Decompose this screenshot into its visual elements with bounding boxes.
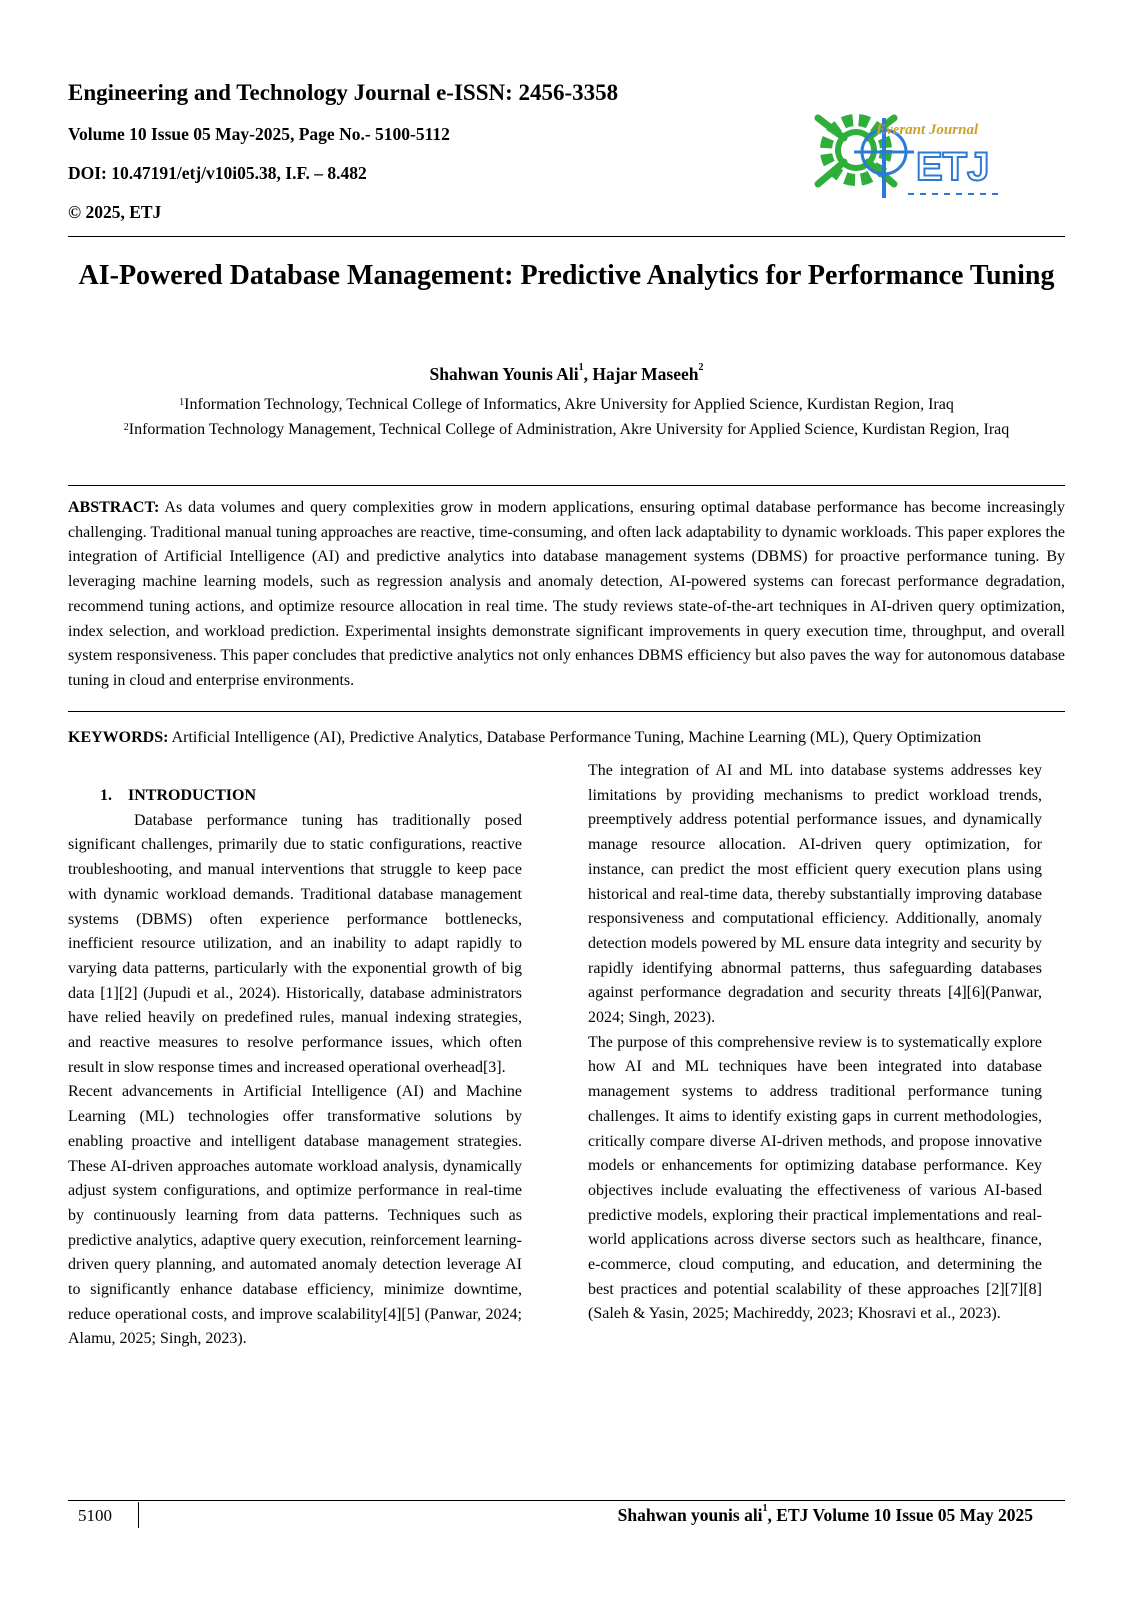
section-heading-introduction: 1. INTRODUCTION (100, 787, 257, 804)
keywords-label: KEYWORDS: (68, 729, 169, 746)
author-2: Hajar Maseeh (592, 364, 699, 384)
journal-page (68, 0, 1065, 1600)
affiliation-1-text: Information Technology, Technical College of Informatics, Akre University for Applied Science, Kurdistan Region, Iraq (184, 396, 954, 413)
etj-logo (798, 98, 1018, 208)
footer-divider (138, 1502, 139, 1528)
affiliation-1-sup: 1 (179, 397, 185, 408)
page-number: 5100 (78, 1506, 112, 1525)
intro-paragraph-4: The purpose of this comprehensive review is to systematically explore how AI and ML techniques have been integrated into database management systems to address traditional performance tuning challenges. It aims to identify existing gaps in current methodologies, critically compare diverse AI-driven methods, and propose innovative models or enhancements for optimizing database performance. Key objectives include evaluating the effectiveness of various AI-based predictive models, exploring their practical implementations and real-world applications across diverse sectors such as healthcare, finance, e-commerce, cloud computing, and education, and determining the best practices and potential scalability of these approaches [2][7][8](Saleh & Yasin, 2025; Machireddy, 2023; Khosravi et al., 2023). (588, 1033, 1042, 1323)
intro-paragraph-1: Database performance tuning has traditionally posed significant challenges, primarily due to static configurations, reactive troubleshooting, and manual interventions that struggle to keep pace with dynamic workload demands. Traditional database management systems (DBMS) often experience performance bottlenecks, inefficient resource utilization, and an inability to adapt rapidly to varying data patterns, particularly with the exponential growth of big data [1][2] (Jupudi et al., 2024). Historically, database administrators have relied heavily on predefined rules, manual indexing strategies, and reactive measures to resolve performance issues, which often result in slow response times and increased operational overhead[3]. (68, 811, 522, 1076)
doi-line: DOI: 10.47191/etj/v10i05.38, I.F. – 8.482 (68, 163, 367, 183)
running-footer-rest: , ETJ Volume 10 Issue 05 May 2025 (767, 1505, 1033, 1525)
logo-main-text: ETJ (916, 145, 990, 189)
logo-top-text: Everant Journal (876, 122, 979, 138)
author-2-sup: 2 (698, 362, 704, 373)
intro-paragraph-3: The integration of AI and ML into database systems addresses key limitations by providing mechanisms to predict workload trends, preemptively address potential performance issues, and dynamically manage resource allocation. AI-driven query optimization, for instance, can predict the most efficient query execution plans using historical and real-time data, thereby substantially improving database responsiveness and computational efficiency. Additionally, anomaly detection models powered by ML ensure data integrity and security by rapidly identifying abnormal patterns, thus safeguarding databases against performance degradation and security threats [4][6](Panwar, 2024; Singh, 2023). (588, 762, 1042, 1027)
author-separator: , (583, 364, 593, 384)
abstract-top-rule (68, 485, 1065, 486)
keywords-text: Artificial Intelligence (AI), Predictive Analytics, Database Performance Tuning, Machine Learning (ML), Query Optimization (168, 729, 982, 746)
affiliation-2 (68, 417, 1065, 442)
running-footer-author: Shahwan younis ali (617, 1505, 763, 1525)
footer-rule (68, 1500, 1065, 1501)
header-rule (68, 236, 1065, 237)
affiliation-1 (68, 392, 1065, 417)
journal-title: Engineering and Technology Journal e-ISSN: 2456-3358 (68, 80, 619, 105)
keywords (68, 726, 1065, 751)
paper-title: AI-Powered Database Management: Predictive Analytics for Performance Tuning (78, 260, 1055, 291)
left-column (68, 784, 522, 1352)
volume-line: Volume 10 Issue 05 May-2025, Page No.- 5100-5112 (68, 124, 450, 144)
abstract-text: As data volumes and query complexities grow in modern applications, ensuring optimal database performance has become increasingly challenging. Traditional manual tuning approaches are reactive, time-consuming, and often lack adaptability to dynamic workloads. This paper explores the integration of Artificial Intelligence (AI) and predictive analytics into database management systems (DBMS) for proactive performance tuning. By leveraging machine learning models, such as regression analysis and anomaly detection, AI-powered systems can forecast performance degradation, recommend tuning actions, and optimize resource allocation in real time. The study reviews state-of-the-art techniques in AI-driven query optimization, index selection, and workload prediction. Experimental insights demonstrate significant improvements in query execution time, throughput, and overall system responsiveness. This paper concludes that predictive analytics not only enhances DBMS efficiency but also paves the way for autonomous database tuning in cloud and enterprise environments. (68, 499, 1065, 689)
running-footer-sup: 1 (762, 1503, 768, 1514)
abstract (68, 496, 1065, 694)
right-column (588, 759, 1042, 1327)
intro-paragraph-2: Recent advancements in Artificial Intelligence (AI) and Machine Learning (ML) technologies offer transformative solutions by enabling proactive and intelligent database management strategies. These AI-driven approaches automate workload analysis, dynamically adjust system configurations, and optimize performance in real-time by continuously learning from data patterns. Techniques such as predictive analytics, adaptive query execution, reinforcement learning-driven query planning, and automated anomaly detection leverage AI to significantly enhance database efficiency, minimize downtime, reduce operational costs, and improve scalability[4][5] (Panwar, 2024; Alamu, 2025; Singh, 2023). (68, 1083, 522, 1348)
keywords-rule (68, 711, 1065, 712)
running-footer (618, 1505, 1033, 1526)
authors (68, 364, 1065, 385)
affiliation-2-text: Information Technology Management, Technical College of Administration, Akre University for Applied Science, Kurdistan Region, Iraq (128, 421, 1010, 438)
copyright-line: © 2025, ETJ (68, 202, 162, 222)
affiliation-2-sup: 2 (123, 422, 129, 433)
author-1-sup: 1 (578, 362, 584, 373)
author-1: Shahwan Younis Ali (429, 364, 579, 384)
abstract-label: ABSTRACT: (68, 499, 160, 516)
